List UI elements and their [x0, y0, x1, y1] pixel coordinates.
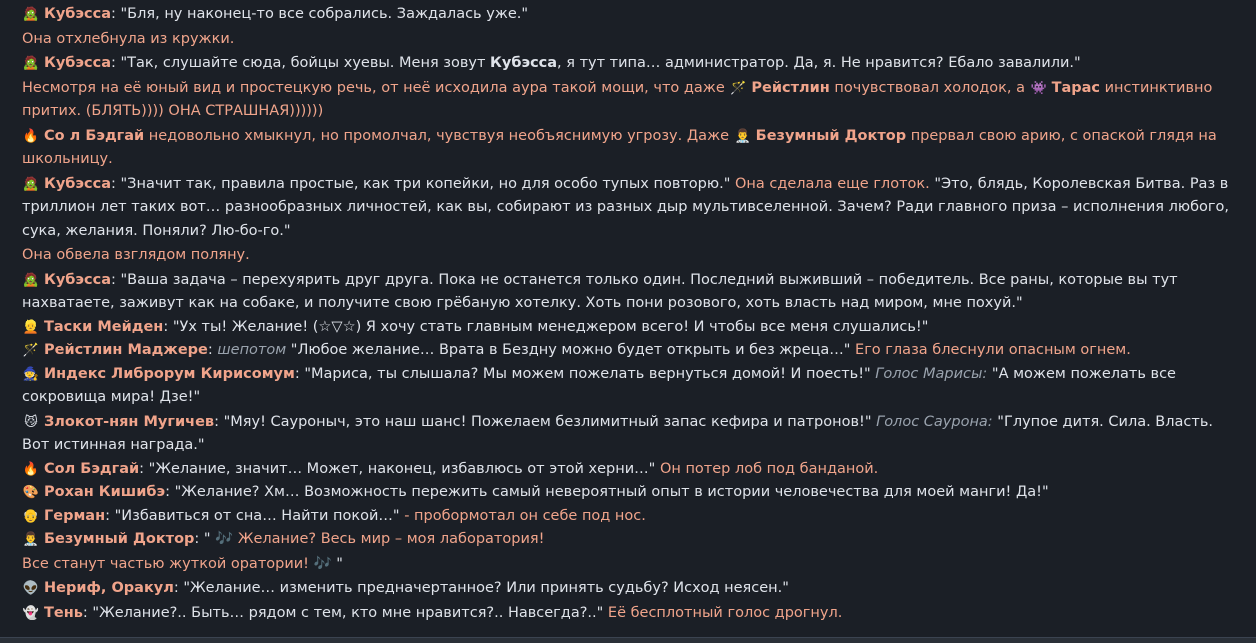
message-12	[22, 411, 1234, 458]
speaker-name: Таски Мейден	[44, 318, 164, 335]
speech-text: "Так, слушайте сюда, бойцы хуевы. Меня зовут	[120, 55, 491, 71]
speaker-name: Злокот-нян Мугичев	[44, 413, 215, 430]
narration-text: Он потер лоб под банданой.	[659, 460, 879, 477]
separator: :	[111, 175, 121, 192]
speech-text: "Желание… изменить предначертанное? Или принять судьбу? Исход неясен."	[183, 580, 789, 596]
narration-text: прервал свою арию, с опаской глядя на школьницу.	[22, 127, 1217, 167]
narration-text: почувствовал холодок, а	[829, 79, 1030, 96]
alien-icon: 👽	[22, 581, 40, 596]
doctor-icon: 👨‍⚕️	[734, 128, 751, 144]
speech-text: "А можем пожелать все сокровища мира! Дзе!"	[22, 365, 1176, 405]
message-6	[22, 173, 1234, 244]
ghost-icon: 👻	[22, 605, 40, 621]
narration-text: инстинктивно притих. (БЛЯТЬ)))) ОНА СТРАШНАЯ))))))	[22, 79, 1213, 119]
message-4	[22, 77, 1234, 124]
message-11	[22, 363, 1234, 410]
speaker-name: Рохан Кишибэ	[44, 484, 166, 500]
speech-text: "Мариса, ты слышала? Мы можем пожелать вернуться домой! И поесть!"	[304, 365, 876, 382]
magic-wand-icon: 🪄	[22, 343, 40, 358]
stage-direction: Голос Марисы:	[875, 365, 988, 382]
message-17	[22, 553, 1234, 577]
kubessa-avatar-icon: 🧟	[22, 176, 40, 192]
speaker-name: Кубэсса	[44, 271, 111, 288]
mage-icon: 🧙	[22, 366, 40, 382]
speaker-name: Герман	[44, 507, 106, 524]
alien-monster-icon: 👾	[1030, 80, 1047, 96]
speech-text: "Ух ты! Желание! (☆▽☆) Я хочу стать главным менеджером всего! И чтобы все меня слушались!"	[172, 318, 929, 335]
speaker-name: Индекс Либрорум Кирисомум	[44, 365, 295, 382]
separator: :	[82, 604, 93, 621]
separator: :	[207, 342, 218, 358]
narration-text: Она отхлебнула из кружки.	[22, 30, 235, 47]
separator: :	[163, 318, 173, 335]
message-14	[22, 481, 1234, 505]
kubessa-avatar-icon: 🧟	[22, 272, 40, 288]
narration-text: Несмотря на её юный вид и простецкую речь, от неё исходила аура такой мощи, что даже	[22, 79, 730, 96]
speech-text: "	[336, 555, 343, 572]
narration-text: Она сделала еще глоток.	[734, 175, 930, 192]
separator: :	[111, 6, 121, 22]
speech-text: "Любое желание… Врата в Бездну можно будет открыть и без жреца…"	[286, 342, 856, 358]
inline-name: Рейстлин	[751, 79, 830, 96]
message-13	[22, 458, 1234, 482]
kubessa-avatar-icon: 🧟	[22, 7, 40, 22]
stage-direction: шепотом	[217, 342, 287, 358]
narration-text: 🎶 Желание? Весь мир – моя лаборатория!	[215, 531, 545, 547]
separator: :	[214, 413, 224, 430]
message-9	[22, 316, 1234, 340]
speaker-name: Кубэсса	[44, 6, 111, 22]
separator: :	[111, 55, 121, 71]
separator: :	[194, 531, 204, 547]
speech-text: "Желание? Хм… Возможность пережить самый невероятный опыт в истории человечества для моей манги! Да!"	[174, 484, 1049, 500]
speaker-name: Кубэсса	[44, 55, 111, 71]
message-15	[22, 505, 1234, 529]
input-bar-edge	[0, 637, 1256, 643]
message-2	[22, 28, 1234, 52]
message-18	[22, 577, 1234, 601]
separator: :	[165, 484, 175, 500]
speech-text: "Бля, ну наконец-то все собрались. Заждалась уже."	[120, 6, 529, 22]
narration-text: - пробормотал он себе под нос.	[404, 507, 646, 524]
speech-text: "Ваша задача – перехуярить друг друга. Пока не останется только один. Последний выживший – победитель. Все раны, которые вы тут нахватаете, заживут как на собаке, и получите свою грёбаную хотелку. Хоть пони розового, хоть власть над миром, мне похуй."	[22, 271, 1178, 311]
separator: :	[111, 271, 121, 288]
speaker-name: Рейстлин Маджере	[44, 342, 208, 358]
magic-wand-icon: 🪄	[730, 80, 747, 96]
kubessa-avatar-icon: 🧟	[22, 56, 40, 71]
narration-text: Она обвела взглядом поляну.	[22, 247, 250, 263]
narration-text: Все станут частью жуткой оратории! 🎶	[22, 555, 337, 572]
message-7	[22, 244, 1234, 268]
separator: :	[294, 365, 305, 382]
speech-text: , я тут типа… администратор. Да, я. Не нравится? Ебало завалили."	[557, 55, 1081, 71]
speech-text: "	[203, 531, 216, 547]
fire-icon: 🔥	[22, 128, 40, 144]
message-3	[22, 52, 1234, 76]
message-8	[22, 269, 1234, 316]
message-16	[22, 528, 1234, 552]
speech-text: "Мяу! Сауроныч, это наш шанс! Пожелаем безлимитный запас кефира и патронов!"	[223, 413, 877, 430]
narration-text: Её бесплотный голос дрогнул.	[607, 604, 843, 621]
inline-name: Безумный Доктор	[755, 127, 907, 144]
fire-icon: 🔥	[22, 461, 40, 477]
speech-text: "Желание?.. Быть… рядом с тем, кто мне нравится?.. Навсегда?.."	[92, 604, 608, 621]
speaker-name: Со л Бэдгай	[44, 127, 145, 144]
speech-text: "Значит так, правила простые, как три копейки, но для особо тупых повторю."	[120, 175, 735, 192]
speech-text: "Желание, значит… Может, наконец, избавлюсь от этой херни…"	[148, 460, 660, 477]
message-19	[22, 602, 1234, 626]
narration-text: недовольно хмыкнул, но промолчал, чувствуя необъяснимую угрозу. Даже	[144, 127, 734, 144]
separator: :	[105, 507, 115, 524]
cat-icon: 😼	[24, 414, 38, 430]
separator: :	[173, 580, 184, 596]
speaker-name: Нериф, Оракул	[44, 580, 174, 596]
speaker-name: Кубэсса	[44, 175, 111, 192]
doctor-icon: 👨‍⚕️	[22, 532, 40, 547]
message-1	[22, 3, 1234, 27]
speaker-name: Безумный Доктор	[44, 531, 195, 547]
old-man-icon: 👴	[22, 508, 40, 524]
speaker-name: Сол Бэдгай	[44, 460, 140, 477]
message-10	[22, 339, 1234, 363]
speech-text: "Глупое дитя. Сила. Власть. Вот истинная награда."	[22, 413, 1213, 453]
speech-text: "Избавиться от сна… Найти покой…"	[114, 507, 405, 524]
separator: :	[139, 460, 149, 477]
message-5	[22, 125, 1234, 172]
inline-name: Тарас	[1051, 79, 1101, 96]
blond-person-icon: 👱	[22, 319, 40, 335]
stage-direction: Голос Саурона:	[876, 413, 993, 430]
speaker-name: Тень	[44, 604, 83, 621]
palette-icon: 🎨	[22, 485, 40, 500]
speech-text: "Это, блядь, Королевская Битва. Раз в триллион лет таких вот… разнообразных личностей, как вы, собирают из разных дыр мультивселенной. Зачем? Ради главного приза – исполнения любого, сука, желания. Поняли? Лю-бо-го."	[22, 175, 1230, 239]
inline-name: Кубэсса	[490, 55, 558, 71]
narration-text: Его глаза блеснули опасным огнем.	[855, 342, 1131, 358]
